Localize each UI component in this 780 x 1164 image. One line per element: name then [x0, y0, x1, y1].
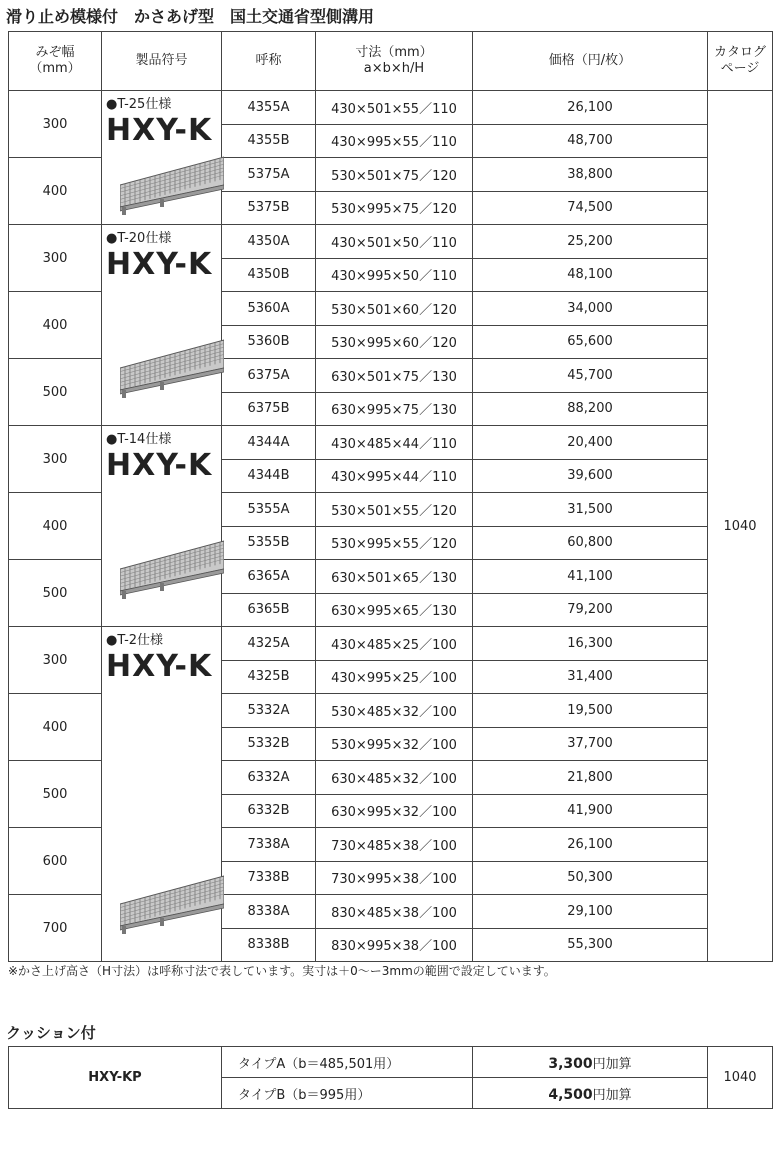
- item-price: 79,200: [473, 593, 708, 627]
- item-code: 5355A: [222, 493, 316, 527]
- item-dimensions: 630×501×75／130: [316, 359, 473, 393]
- item-code: 5360B: [222, 325, 316, 359]
- item-dimensions: 630×995×32／100: [316, 794, 473, 828]
- item-price: 25,200: [473, 225, 708, 259]
- groove-width: 600: [9, 828, 102, 895]
- item-price: 31,400: [473, 660, 708, 694]
- item-price: 55,300: [473, 928, 708, 962]
- item-dimensions: 530×995×55／120: [316, 526, 473, 560]
- item-code: 4344B: [222, 459, 316, 493]
- table-row: [9, 627, 773, 661]
- item-dimensions: 430×995×55／110: [316, 124, 473, 158]
- item-code: 6375A: [222, 359, 316, 393]
- groove-width: 500: [9, 761, 102, 828]
- header-product: 製品符号: [102, 32, 222, 91]
- item-price: 16,300: [473, 627, 708, 661]
- model-code: HXY-K: [106, 247, 213, 282]
- item-code: 4325A: [222, 627, 316, 661]
- model-code: HXY-K: [106, 448, 213, 483]
- item-price: 50,300: [473, 861, 708, 895]
- item-dimensions: 630×501×65／130: [316, 560, 473, 594]
- grating-illustration: [120, 870, 224, 934]
- item-dimensions: 630×485×32／100: [316, 761, 473, 795]
- item-dimensions: 530×485×32／100: [316, 694, 473, 728]
- item-price: 34,000: [473, 292, 708, 326]
- item-code: 6332A: [222, 761, 316, 795]
- item-code: 4350A: [222, 225, 316, 259]
- item-code: 5360A: [222, 292, 316, 326]
- item-price: 38,800: [473, 158, 708, 192]
- cushion-page: 1040: [708, 1047, 773, 1109]
- item-dimensions: 530×995×32／100: [316, 727, 473, 761]
- item-code: 4355B: [222, 124, 316, 158]
- item-dimensions: 630×995×65／130: [316, 593, 473, 627]
- item-price: 48,700: [473, 124, 708, 158]
- grating-illustration: [120, 334, 224, 398]
- item-price: 41,900: [473, 794, 708, 828]
- item-price: 60,800: [473, 526, 708, 560]
- item-code: 8338A: [222, 895, 316, 929]
- product-code-cell: [102, 627, 222, 962]
- groove-width: 300: [9, 225, 102, 292]
- model-code: HXY-K: [106, 113, 213, 148]
- product-code-cell: [102, 225, 222, 426]
- groove-width: 400: [9, 493, 102, 560]
- item-dimensions: 730×995×38／100: [316, 861, 473, 895]
- item-price: 48,100: [473, 258, 708, 292]
- page-title: 滑り止め模様付 かさあげ型 国土交通省型側溝用: [6, 7, 375, 26]
- cushion-model: HXY-KP: [9, 1047, 222, 1109]
- item-code: 4344A: [222, 426, 316, 460]
- item-price: 20,400: [473, 426, 708, 460]
- grating-illustration: [120, 151, 224, 215]
- model-code: HXY-K: [106, 649, 213, 684]
- load-spec: ●T-14仕様: [106, 432, 172, 447]
- groove-width: 300: [9, 426, 102, 493]
- header-page: カタログ ページ: [708, 32, 773, 91]
- item-price: 31,500: [473, 493, 708, 527]
- item-dimensions: 530×501×75／120: [316, 158, 473, 192]
- item-price: 41,100: [473, 560, 708, 594]
- item-code: 4355A: [222, 91, 316, 125]
- item-price: 21,800: [473, 761, 708, 795]
- cushion-amount-a: 3,300円加算: [473, 1047, 708, 1078]
- cushion-table: [8, 1046, 773, 1109]
- item-code: 5375B: [222, 191, 316, 225]
- header-dims: 寸法（mm） a×b×h/H: [316, 32, 473, 91]
- grating-illustration: [120, 535, 224, 599]
- groove-width: 500: [9, 560, 102, 627]
- item-price: 26,100: [473, 91, 708, 125]
- item-code: 8338B: [222, 928, 316, 962]
- item-dimensions: 530×501×55／120: [316, 493, 473, 527]
- item-price: 39,600: [473, 459, 708, 493]
- item-price: 29,100: [473, 895, 708, 929]
- groove-width: 700: [9, 895, 102, 962]
- header-name: 呼称: [222, 32, 316, 91]
- groove-width: 400: [9, 158, 102, 225]
- item-dimensions: 630×995×75／130: [316, 392, 473, 426]
- item-dimensions: 530×501×60／120: [316, 292, 473, 326]
- item-price: 74,500: [473, 191, 708, 225]
- cushion-title: クッション付: [6, 1024, 96, 1042]
- item-code: 7338B: [222, 861, 316, 895]
- item-dimensions: 430×501×50／110: [316, 225, 473, 259]
- cushion-amount-b: 4,500円加算: [473, 1078, 708, 1109]
- groove-width: 400: [9, 694, 102, 761]
- header-width: みぞ幅 （mm）: [9, 32, 102, 91]
- item-dimensions: 430×995×44／110: [316, 459, 473, 493]
- item-code: 6365A: [222, 560, 316, 594]
- item-code: 5355B: [222, 526, 316, 560]
- header-price: 価格（円/枚）: [473, 32, 708, 91]
- item-dimensions: 430×995×25／100: [316, 660, 473, 694]
- item-code: 6332B: [222, 794, 316, 828]
- table-row: [9, 91, 773, 125]
- table-row: [9, 426, 773, 460]
- item-code: 5332B: [222, 727, 316, 761]
- item-code: 6365B: [222, 593, 316, 627]
- item-code: 5375A: [222, 158, 316, 192]
- item-dimensions: 430×485×25／100: [316, 627, 473, 661]
- item-price: 26,100: [473, 828, 708, 862]
- groove-width: 400: [9, 292, 102, 359]
- item-dimensions: 430×485×44／110: [316, 426, 473, 460]
- product-code-cell: [102, 426, 222, 627]
- cushion-type-a: タイプA（b＝485,501用）: [222, 1047, 473, 1078]
- item-code: 5332A: [222, 694, 316, 728]
- item-price: 37,700: [473, 727, 708, 761]
- item-price: 65,600: [473, 325, 708, 359]
- table-row: [9, 225, 773, 259]
- footnote: ※かさ上げ高さ（H寸法）は呼称寸法で表しています。実寸は＋0〜ー3mmの範囲で設定しています。: [8, 964, 556, 978]
- groove-width: 500: [9, 359, 102, 426]
- item-code: 7338A: [222, 828, 316, 862]
- load-spec: ●T-25仕様: [106, 97, 172, 112]
- product-code-cell: [102, 91, 222, 225]
- groove-width: 300: [9, 91, 102, 158]
- item-price: 45,700: [473, 359, 708, 393]
- item-dimensions: 830×995×38／100: [316, 928, 473, 962]
- cushion-type-b: タイプB（b＝995用）: [222, 1078, 473, 1109]
- item-dimensions: 530×995×60／120: [316, 325, 473, 359]
- item-dimensions: 730×485×38／100: [316, 828, 473, 862]
- item-code: 4325B: [222, 660, 316, 694]
- load-spec: ●T-2仕様: [106, 633, 164, 648]
- item-dimensions: 430×501×55／110: [316, 91, 473, 125]
- groove-width: 300: [9, 627, 102, 694]
- load-spec: ●T-20仕様: [106, 231, 172, 246]
- item-dimensions: 430×995×50／110: [316, 258, 473, 292]
- item-price: 19,500: [473, 694, 708, 728]
- item-code: 4350B: [222, 258, 316, 292]
- item-dimensions: 830×485×38／100: [316, 895, 473, 929]
- price-table: [8, 31, 773, 962]
- item-code: 6375B: [222, 392, 316, 426]
- item-dimensions: 530×995×75／120: [316, 191, 473, 225]
- catalog-page: 1040: [708, 91, 773, 962]
- item-price: 88,200: [473, 392, 708, 426]
